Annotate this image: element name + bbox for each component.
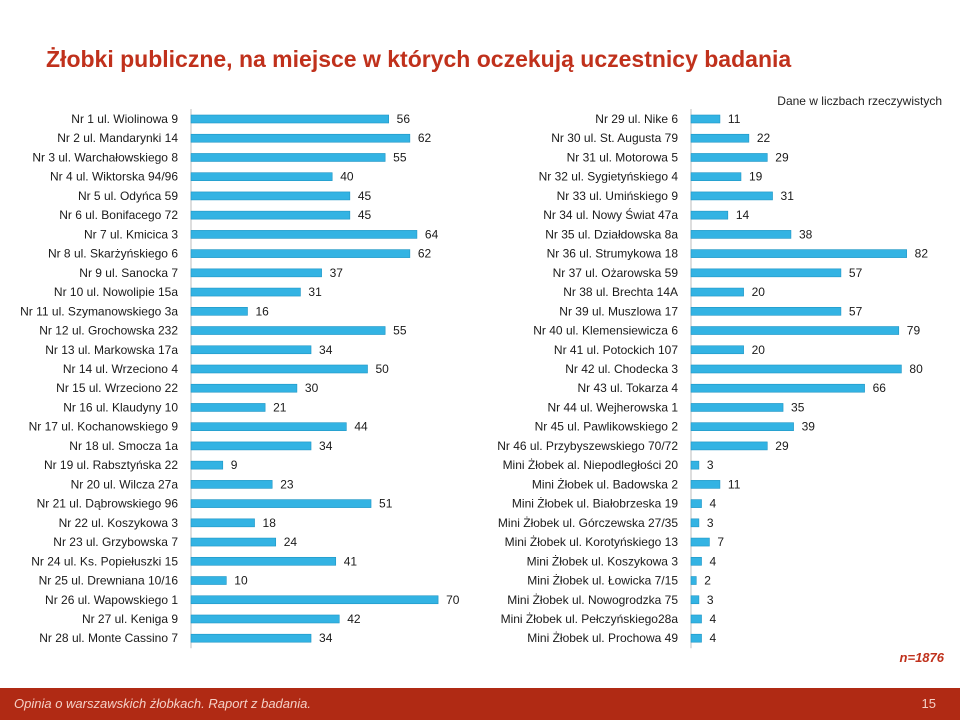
data-label: 20 <box>751 342 765 357</box>
category-label: Nr 40 ul. Klemensiewicza 6 <box>533 323 678 338</box>
bar <box>191 403 265 411</box>
bar <box>691 577 696 585</box>
data-label: 11 <box>727 112 741 126</box>
data-label: 38 <box>798 227 813 242</box>
data-label: 42 <box>347 611 361 626</box>
data-label: 45 <box>357 188 372 203</box>
bar <box>191 153 385 161</box>
bar <box>691 519 699 527</box>
category-label: Nr 21 ul. Dąbrowskiego 96 <box>36 496 178 511</box>
category-label: Nr 45 ul. Pawlikowskiego 2 <box>534 419 678 434</box>
bar <box>191 596 438 604</box>
bar <box>691 211 728 219</box>
data-label: 4 <box>709 554 717 569</box>
bar <box>691 173 741 181</box>
data-label: 4 <box>709 496 717 511</box>
category-label: Nr 18 ul. Smocza 1a <box>69 438 178 453</box>
category-label: Mini Żłobek ul. Korotyńskiego 13 <box>504 535 678 550</box>
category-label: Nr 27 ul. Keniga 9 <box>81 611 178 626</box>
bar <box>191 634 311 642</box>
data-label: 9 <box>230 458 238 473</box>
bar <box>191 538 276 546</box>
data-note: Dane w liczbach rzeczywistych <box>777 94 942 108</box>
category-label: Nr 20 ul. Wilcza 27a <box>70 477 178 492</box>
bar <box>691 615 702 623</box>
bar <box>691 423 794 431</box>
data-label: 11 <box>727 477 741 492</box>
data-label: 2 <box>704 573 711 588</box>
category-label: Nr 22 ul. Koszykowa 3 <box>58 515 178 530</box>
category-label: Nr 42 ul. Chodecka 3 <box>565 361 678 376</box>
data-label: 24 <box>283 535 298 550</box>
category-label: Nr 3 ul. Warchałowskiego 8 <box>32 150 178 165</box>
bar <box>691 442 767 450</box>
category-label: Mini Żłobek ul. Łowicka 7/15 <box>527 573 678 588</box>
footer-text: Opinia o warszawskich żłobkach. Raport z badania. <box>14 696 311 711</box>
category-label: Nr 9 ul. Sanocka 7 <box>79 265 178 280</box>
bar <box>691 230 791 238</box>
bar <box>691 634 702 642</box>
data-label: 29 <box>775 150 789 165</box>
category-label: Mini Żłobek ul. Badowska 2 <box>531 477 678 492</box>
data-label: 64 <box>424 227 439 242</box>
category-label: Nr 32 ul. Sygietyńskiego 4 <box>538 169 678 184</box>
category-label: Nr 25 ul. Drewniana 10/16 <box>38 573 178 588</box>
bar <box>191 115 389 123</box>
bar <box>691 134 749 142</box>
bar <box>691 557 702 565</box>
bar <box>191 500 371 508</box>
category-label: Nr 16 ul. Klaudyny 10 <box>63 400 178 415</box>
bar <box>191 134 410 142</box>
category-label: Nr 41 ul. Potockich 107 <box>553 342 678 357</box>
category-label: Nr 30 ul. St. Augusta 79 <box>551 131 678 146</box>
category-label: Nr 26 ul. Wapowskiego 1 <box>45 592 178 607</box>
bar <box>191 192 350 200</box>
bar <box>191 269 322 277</box>
chart-panel-2 <box>497 109 928 648</box>
category-label: Nr 39 ul. Muszlowa 17 <box>559 304 678 319</box>
bar <box>691 346 744 354</box>
page-title: Żłobki publiczne, na miejsce w których oczekują uczestnicy badania <box>46 46 792 72</box>
bar <box>691 384 865 392</box>
category-label: Nr 24 ul. Ks. Popiełuszki 15 <box>31 554 178 569</box>
data-label: 79 <box>906 323 921 338</box>
data-label: 82 <box>914 246 929 261</box>
bar <box>191 519 255 527</box>
category-label: Mini Żłobek ul. Prochowa 49 <box>527 631 678 646</box>
data-label: 45 <box>357 208 372 223</box>
bar <box>191 480 272 488</box>
bar <box>191 250 410 258</box>
data-label: 57 <box>848 304 863 319</box>
data-label: 39 <box>801 419 815 434</box>
bar <box>691 192 773 200</box>
category-label: Nr 2 ul. Mandarynki 14 <box>57 131 178 146</box>
data-label: 51 <box>379 496 393 511</box>
category-label: Nr 35 ul. Działdowska 8a <box>545 227 678 242</box>
data-label: 22 <box>756 131 771 146</box>
category-label: Nr 6 ul. Bonifacego 72 <box>59 208 178 223</box>
data-label: 55 <box>393 150 407 165</box>
category-label: Nr 28 ul. Monte Cassino 7 <box>39 631 178 646</box>
data-label: 7 <box>717 535 725 550</box>
data-label: 3 <box>706 592 714 607</box>
data-label: 16 <box>255 304 269 319</box>
data-label: 10 <box>234 573 248 588</box>
bar <box>191 346 311 354</box>
category-label: Nr 38 ul. Brechta 14A <box>563 285 678 300</box>
sample-size: n=1876 <box>899 650 944 665</box>
bar <box>191 173 332 181</box>
bar <box>691 538 709 546</box>
data-label: 20 <box>751 285 765 300</box>
bar <box>191 577 226 585</box>
page-number: 15 <box>921 696 936 711</box>
category-label: Nr 5 ul. Odyńca 59 <box>77 188 178 203</box>
bar <box>191 557 336 565</box>
bar <box>691 250 907 258</box>
category-label: Nr 8 ul. Skarżyńskiego 6 <box>47 246 178 261</box>
data-label: 44 <box>354 419 368 434</box>
data-label: 3 <box>706 458 714 473</box>
category-label: Nr 13 ul. Markowska 17a <box>45 342 178 357</box>
data-label: 70 <box>446 592 460 607</box>
category-label: Nr 36 ul. Strumykowa 18 <box>546 246 678 261</box>
data-label: 41 <box>343 554 358 569</box>
category-label: Nr 10 ul. Nowolipie 15a <box>53 285 178 300</box>
bar <box>191 288 300 296</box>
category-label: Nr 29 ul. Nike 6 <box>595 112 678 126</box>
data-label: 4 <box>709 631 717 646</box>
data-label: 21 <box>273 400 287 415</box>
bar <box>191 327 385 335</box>
data-label: 30 <box>304 381 319 396</box>
bar <box>191 615 339 623</box>
bar <box>691 596 699 604</box>
bar <box>191 307 247 315</box>
bar <box>691 365 901 373</box>
category-label: Nr 11 ul. Szymanowskiego 3a <box>20 304 178 319</box>
data-label: 37 <box>329 265 343 280</box>
category-label: Nr 34 ul. Nowy Świat 47a <box>543 208 678 223</box>
bar <box>691 327 899 335</box>
data-label: 29 <box>775 438 789 453</box>
data-label: 18 <box>262 515 276 530</box>
data-label: 62 <box>417 131 432 146</box>
data-label: 40 <box>340 169 354 184</box>
category-label: Nr 46 ul. Przybyszewskiego 70/72 <box>497 438 678 453</box>
data-label: 35 <box>791 400 805 415</box>
data-label: 34 <box>319 631 333 646</box>
bar <box>691 480 720 488</box>
category-label: Nr 14 ul. Wrzeciono 4 <box>62 361 178 376</box>
data-label: 80 <box>909 361 923 376</box>
bar <box>691 307 841 315</box>
data-label: 4 <box>709 611 717 626</box>
bar <box>691 500 702 508</box>
category-label: Nr 37 ul. Ożarowska 59 <box>552 265 678 280</box>
category-label: Nr 19 ul. Rabsztyńska 22 <box>43 458 178 473</box>
bar <box>191 230 417 238</box>
data-label: 23 <box>280 477 294 492</box>
data-label: 31 <box>780 188 794 203</box>
category-label: Nr 7 ul. Kmicica 3 <box>83 227 178 242</box>
data-label: 34 <box>319 342 333 357</box>
chart-panel-1 <box>20 109 460 648</box>
data-label: 19 <box>748 169 763 184</box>
category-label: Nr 31 ul. Motorowa 5 <box>566 150 678 165</box>
data-label: 57 <box>848 265 863 280</box>
category-label: Mini Żłobek ul. Nowogrodzka 75 <box>507 592 678 607</box>
data-label: 31 <box>308 285 322 300</box>
category-label: Nr 43 ul. Tokarza 4 <box>577 381 678 396</box>
category-label: Nr 12 ul. Grochowska 232 <box>39 323 178 338</box>
category-label: Nr 33 ul. Umińskiego 9 <box>556 188 678 203</box>
data-label: 34 <box>319 438 333 453</box>
bar <box>691 115 720 123</box>
bar <box>191 384 297 392</box>
bar <box>691 461 699 469</box>
data-label: 14 <box>735 208 750 223</box>
bar <box>691 153 767 161</box>
bar <box>191 442 311 450</box>
category-label: Mini Żłobek ul. Pełczyńskiego28a <box>500 611 678 626</box>
bar <box>191 211 350 219</box>
data-label: 66 <box>872 381 886 396</box>
data-label: 3 <box>706 515 714 530</box>
bar <box>191 365 368 373</box>
data-label: 55 <box>393 323 407 338</box>
category-label: Nr 44 ul. Wejherowska 1 <box>547 400 678 415</box>
category-label: Mini Żłobek ul. Koszykowa 3 <box>526 554 678 569</box>
bar <box>691 403 783 411</box>
category-label: Mini Żłobek ul. Górczewska 27/35 <box>497 515 678 530</box>
bar <box>691 288 744 296</box>
bar <box>191 423 346 431</box>
data-label: 50 <box>375 361 389 376</box>
category-label: Mini Żłobek al. Niepodległości 20 <box>502 458 678 473</box>
category-label: Mini Żłobek ul. Białobrzeska 19 <box>511 496 678 511</box>
footer-bar <box>0 688 960 720</box>
data-label: 56 <box>396 112 411 126</box>
data-label: 62 <box>417 246 432 261</box>
bar <box>191 461 223 469</box>
category-label: Nr 15 ul. Wrzeciono 22 <box>56 381 178 396</box>
category-label: Nr 23 ul. Grzybowska 7 <box>53 535 178 550</box>
category-label: Nr 1 ul. Wiolinowa 9 <box>71 112 178 126</box>
category-label: Nr 17 ul. Kochanowskiego 9 <box>28 419 178 434</box>
bar <box>691 269 841 277</box>
category-label: Nr 4 ul. Wiktorska 94/96 <box>49 169 178 184</box>
